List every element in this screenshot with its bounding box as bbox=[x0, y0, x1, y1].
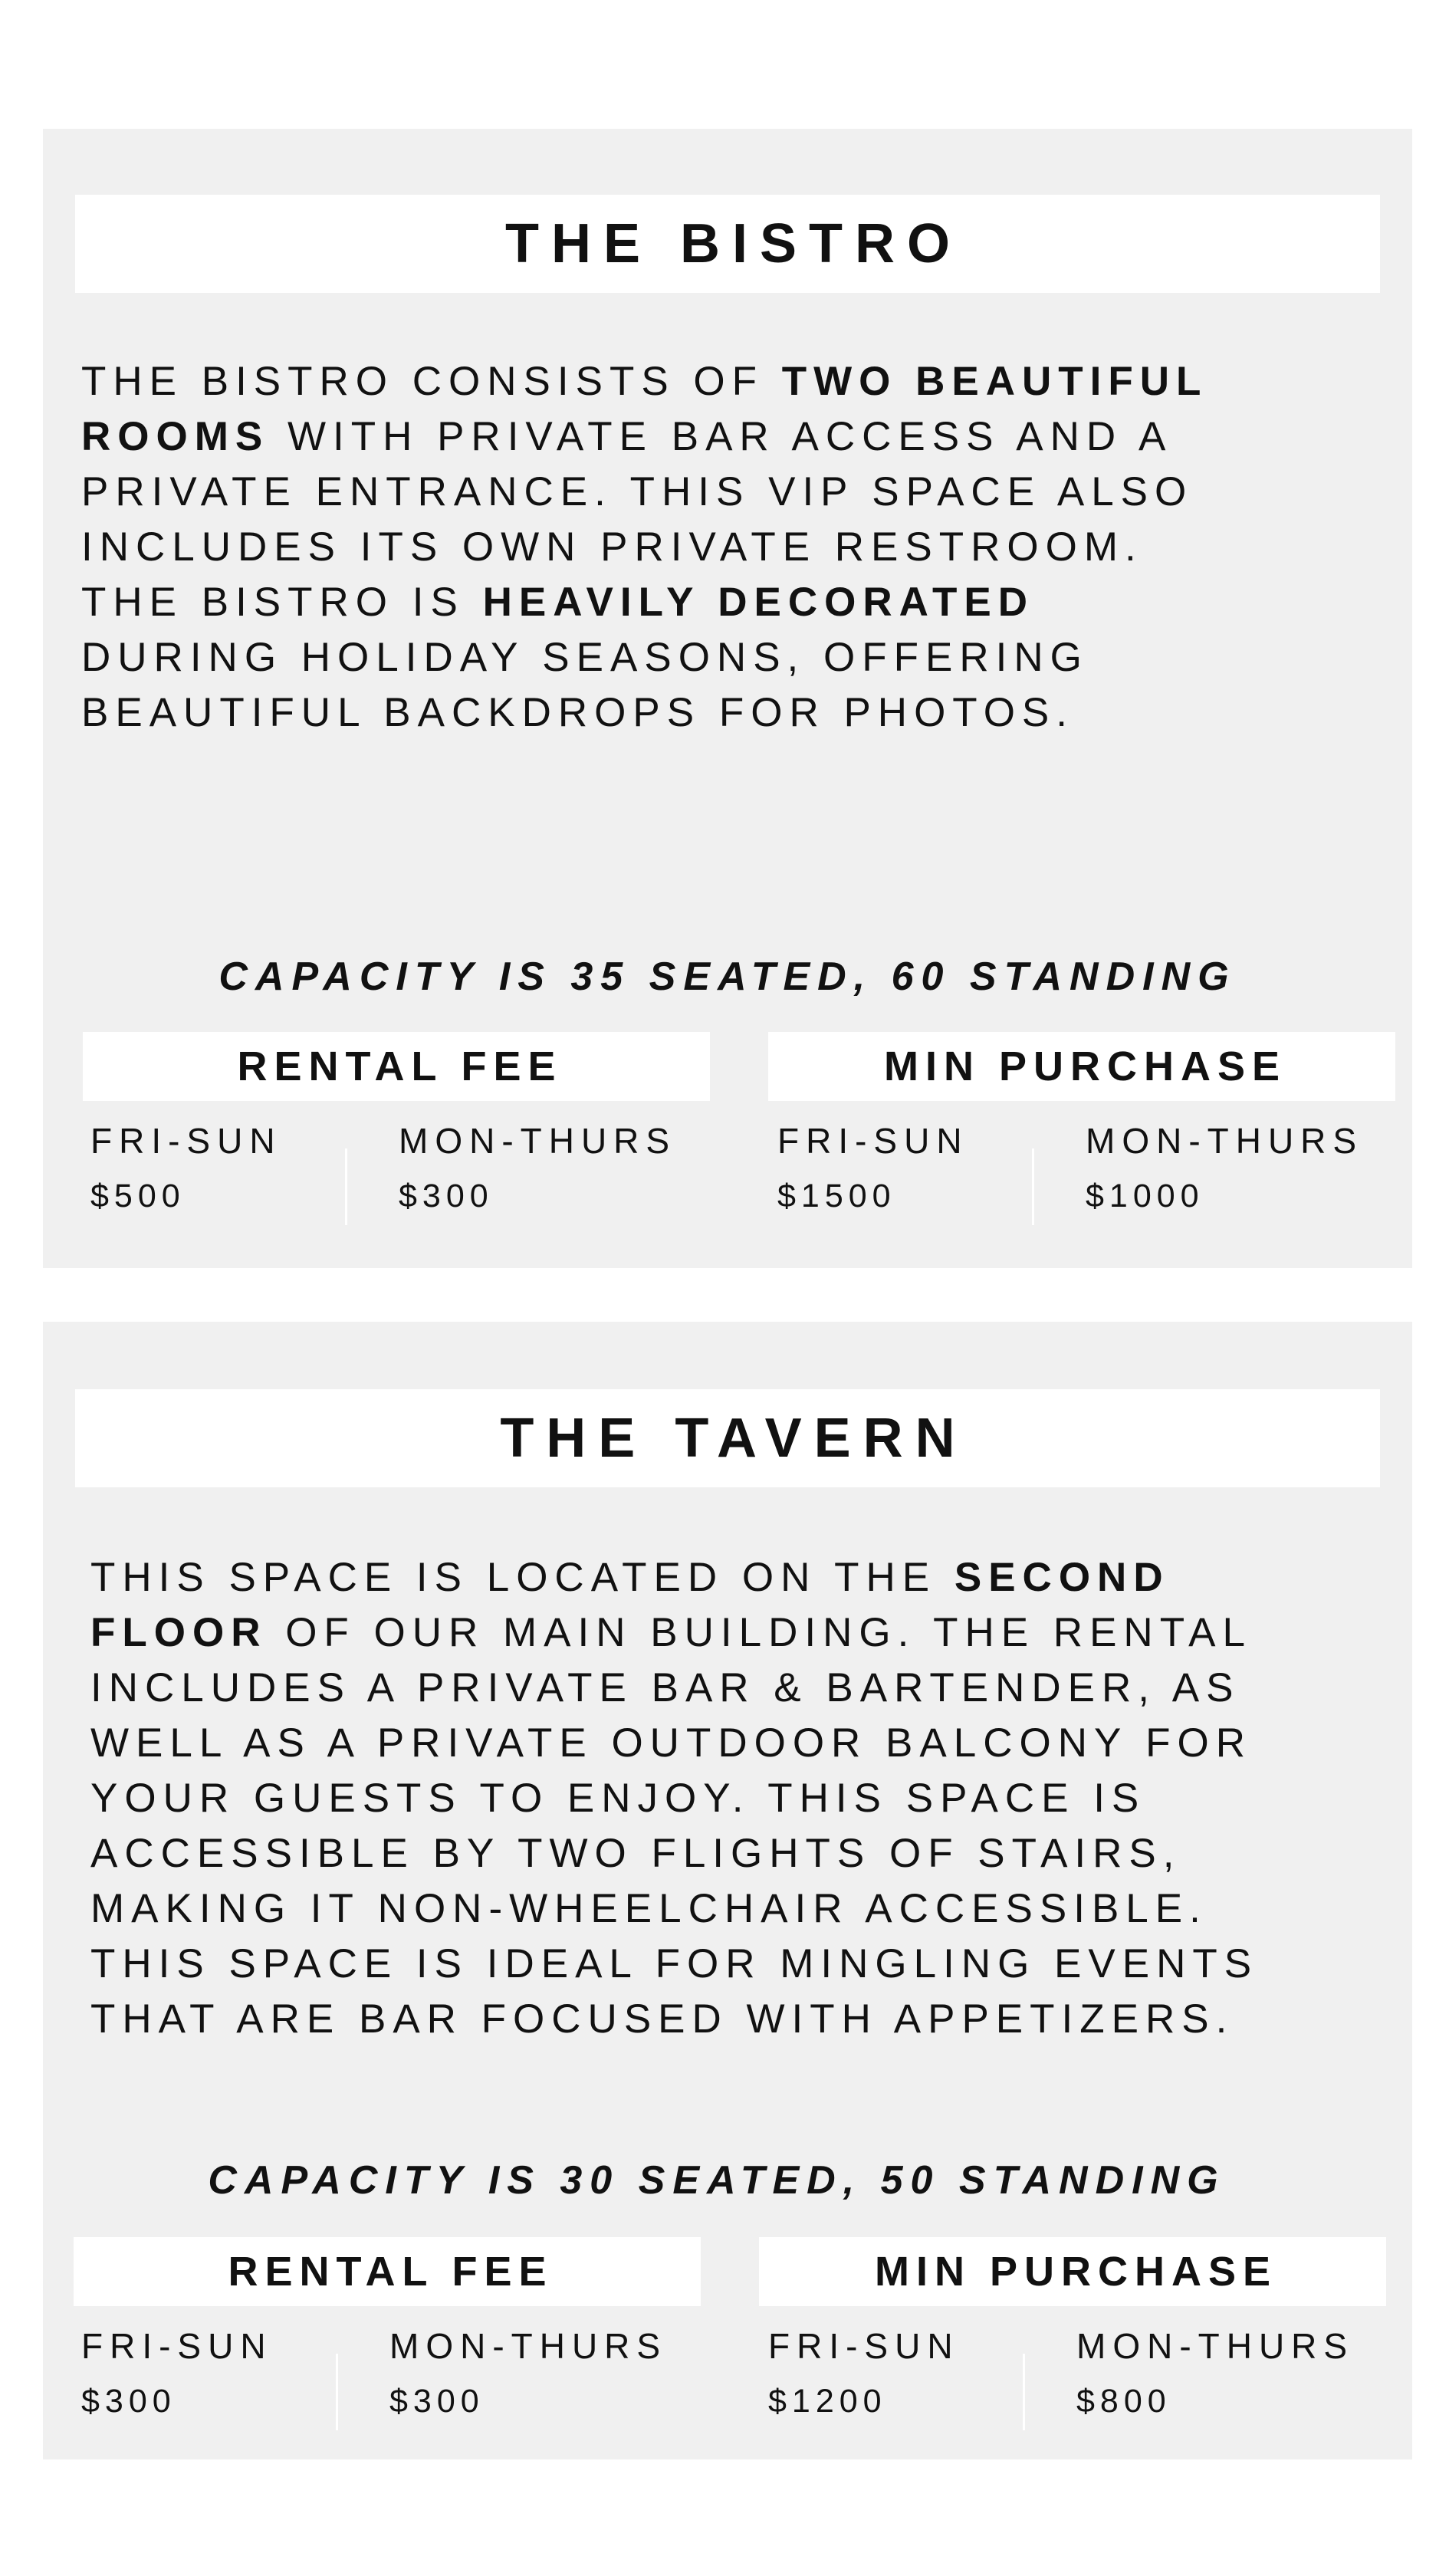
day-range-label: FRI-SUN bbox=[90, 1121, 282, 1161]
bistro-rental-fee-mon-thurs bbox=[399, 1121, 676, 1216]
bistro-min-purchase-heading: MIN PURCHASE bbox=[768, 1032, 1395, 1101]
description-emphasis: SECOND bbox=[954, 1555, 1170, 1600]
day-range-label: MON-THURS bbox=[399, 1121, 677, 1161]
price-value: $1500 bbox=[777, 1178, 896, 1214]
bistro-title-bar bbox=[75, 195, 1380, 293]
description-emphasis: ROOMS bbox=[81, 414, 270, 459]
price-value: $800 bbox=[1076, 2383, 1171, 2420]
description-text: INCLUDES A PRIVATE BAR & BARTENDER, AS bbox=[90, 1665, 1240, 1710]
tavern-min-purchase-mon-thurs bbox=[1076, 2326, 1354, 2421]
day-range-label: FRI-SUN bbox=[777, 1121, 969, 1161]
description-text: INCLUDES ITS OWN PRIVATE RESTROOM. bbox=[81, 524, 1143, 570]
description-text: ACCESSIBLE BY TWO FLIGHTS OF STAIRS, bbox=[90, 1831, 1181, 1876]
description-text: THIS SPACE IS IDEAL FOR MINGLING EVENTS bbox=[90, 1941, 1259, 1986]
day-range-label: MON-THURS bbox=[1086, 1121, 1364, 1161]
description-text: PRIVATE ENTRANCE. THIS VIP SPACE ALSO bbox=[81, 469, 1194, 514]
description-text: YOUR GUESTS TO ENJOY. THIS SPACE IS bbox=[90, 1776, 1146, 1821]
tavern-rental-fee-fri-sun bbox=[81, 2326, 273, 2421]
tavern-title-bar bbox=[75, 1389, 1380, 1487]
bistro-description bbox=[81, 354, 1208, 741]
day-range-label: FRI-SUN bbox=[81, 2326, 273, 2366]
tavern-rental-fee-heading: RENTAL FEE bbox=[74, 2237, 701, 2306]
description-text: OF OUR MAIN BUILDING. THE RENTAL bbox=[267, 1610, 1252, 1655]
description-text: THAT ARE BAR FOCUSED WITH APPETIZERS. bbox=[90, 1996, 1234, 2042]
column-divider bbox=[345, 1148, 347, 1225]
day-range-label: MON-THURS bbox=[1076, 2326, 1355, 2366]
bistro-title: THE BISTRO bbox=[504, 213, 962, 274]
description-text: WITH PRIVATE BAR ACCESS AND A bbox=[269, 414, 1173, 459]
tavern-capacity: CAPACITY IS 30 SEATED, 50 STANDING bbox=[208, 2158, 1226, 2203]
description-emphasis: FLOOR bbox=[90, 1610, 268, 1655]
tavern-rental-fee-mon-thurs bbox=[389, 2326, 667, 2421]
description-emphasis: HEAVILY DECORATED bbox=[482, 580, 1034, 625]
description-text: WELL AS A PRIVATE OUTDOOR BALCONY FOR bbox=[90, 1720, 1252, 1766]
bistro-rental-fee-heading: RENTAL FEE bbox=[83, 1032, 710, 1101]
description-text: THIS SPACE IS LOCATED ON THE bbox=[90, 1555, 955, 1600]
tavern-min-purchase-heading: MIN PURCHASE bbox=[759, 2237, 1386, 2306]
description-emphasis: TWO BEAUTIFUL bbox=[781, 359, 1208, 404]
description-text: BEAUTIFUL BACKDROPS FOR PHOTOS. bbox=[81, 690, 1075, 735]
bistro-min-purchase-mon-thurs bbox=[1086, 1121, 1363, 1216]
description-text: THE BISTRO CONSISTS OF bbox=[81, 359, 782, 404]
tavern-title: THE TAVERN bbox=[500, 1408, 968, 1469]
description-text: THE BISTRO IS bbox=[81, 580, 483, 625]
price-value: $300 bbox=[81, 2383, 176, 2420]
price-value: $500 bbox=[90, 1178, 186, 1214]
price-value: $300 bbox=[399, 1178, 494, 1214]
bistro-capacity: CAPACITY IS 35 SEATED, 60 STANDING bbox=[219, 955, 1237, 999]
tavern-min-purchase-fri-sun bbox=[768, 2326, 960, 2421]
description-text: DURING HOLIDAY SEASONS, OFFERING bbox=[81, 635, 1089, 680]
tavern-description bbox=[90, 1550, 1258, 2047]
column-divider bbox=[1023, 2354, 1025, 2430]
day-range-label: MON-THURS bbox=[389, 2326, 668, 2366]
bistro-rental-fee-fri-sun bbox=[90, 1121, 282, 1216]
day-range-label: FRI-SUN bbox=[768, 2326, 960, 2366]
price-value: $1200 bbox=[768, 2383, 887, 2420]
price-value: $1000 bbox=[1086, 1178, 1204, 1214]
bistro-min-purchase-fri-sun bbox=[777, 1121, 969, 1216]
tavern-card bbox=[43, 1322, 1412, 2459]
bistro-card bbox=[43, 129, 1412, 1268]
description-text: MAKING IT NON-WHEELCHAIR ACCESSIBLE. bbox=[90, 1886, 1208, 1931]
column-divider bbox=[336, 2354, 338, 2430]
column-divider bbox=[1032, 1148, 1034, 1225]
price-value: $300 bbox=[389, 2383, 485, 2420]
